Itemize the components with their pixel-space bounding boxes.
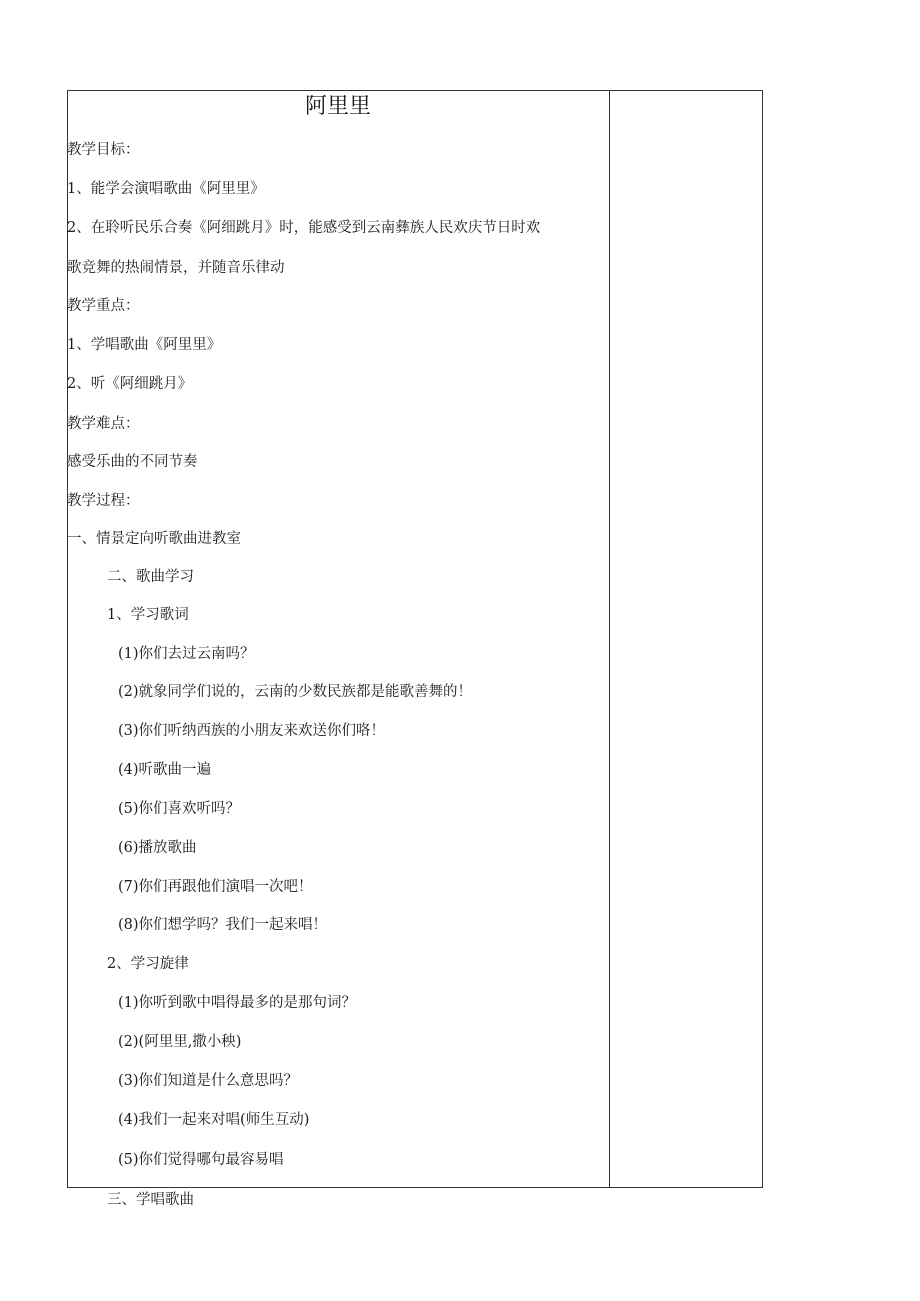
list-item: (2)就象同学们说的，云南的少数民族都是能歌善舞的！ — [118, 684, 473, 700]
heading-key-points: 教学重点： — [67, 298, 140, 314]
objective-1: 1、能学会演唱歌曲《阿里里》 — [67, 181, 265, 197]
heading-process: 教学过程： — [67, 493, 140, 509]
heading-objectives: 教学目标： — [67, 142, 140, 158]
difficulty-1: 感受乐曲的不同节奏 — [67, 454, 198, 470]
list-item: (7)你们再跟他们演唱一次吧！ — [118, 879, 313, 895]
list-item: (3)你们知道是什么意思吗？ — [118, 1073, 299, 1089]
list-item: (1)你们去过云南吗？ — [118, 646, 255, 662]
list-item: (2)(阿里里,撒小秧) — [118, 1034, 242, 1050]
objective-2-cont: 歌竞舞的热闹情景，并随音乐律动 — [67, 260, 285, 276]
column-divider — [609, 90, 610, 1188]
heading-difficulties: 教学难点： — [67, 416, 140, 432]
list-item: (5)你们觉得哪句最容易唱 — [118, 1152, 284, 1168]
sub-step-lyrics: 1、学习歌词 — [107, 607, 189, 623]
process-step-2: 二、歌曲学习 — [107, 569, 194, 585]
page-title: 阿里里 — [305, 94, 372, 119]
list-item: (4)我们一起来对唱(师生互动) — [118, 1112, 310, 1128]
objective-2: 2、在聆听民乐合奏《阿细跳月》时，能感受到云南彝族人民欢庆节日时欢 — [67, 220, 541, 236]
key-point-2: 2、听《阿细跳月》 — [67, 376, 193, 392]
list-item: (1)你听到歌中唱得最多的是那句词？ — [118, 995, 357, 1011]
list-item: (8)你们想学吗？我们一起来唱！ — [118, 917, 328, 933]
key-point-1: 1、学唱歌曲《阿里里》 — [67, 337, 222, 353]
lesson-table — [67, 90, 763, 1188]
list-item: (6)播放歌曲 — [118, 840, 197, 856]
list-item: (5)你们喜欢听吗？ — [118, 801, 241, 817]
process-step-3: 三、学唱歌曲 — [107, 1192, 194, 1208]
process-step-1: 一、情景定向听歌曲进教室 — [67, 531, 241, 547]
list-item: (3)你们听纳西族的小朋友来欢送你们咯！ — [118, 723, 386, 739]
sub-step-melody: 2、学习旋律 — [107, 956, 189, 972]
list-item: (4)听歌曲一遍 — [118, 762, 212, 778]
